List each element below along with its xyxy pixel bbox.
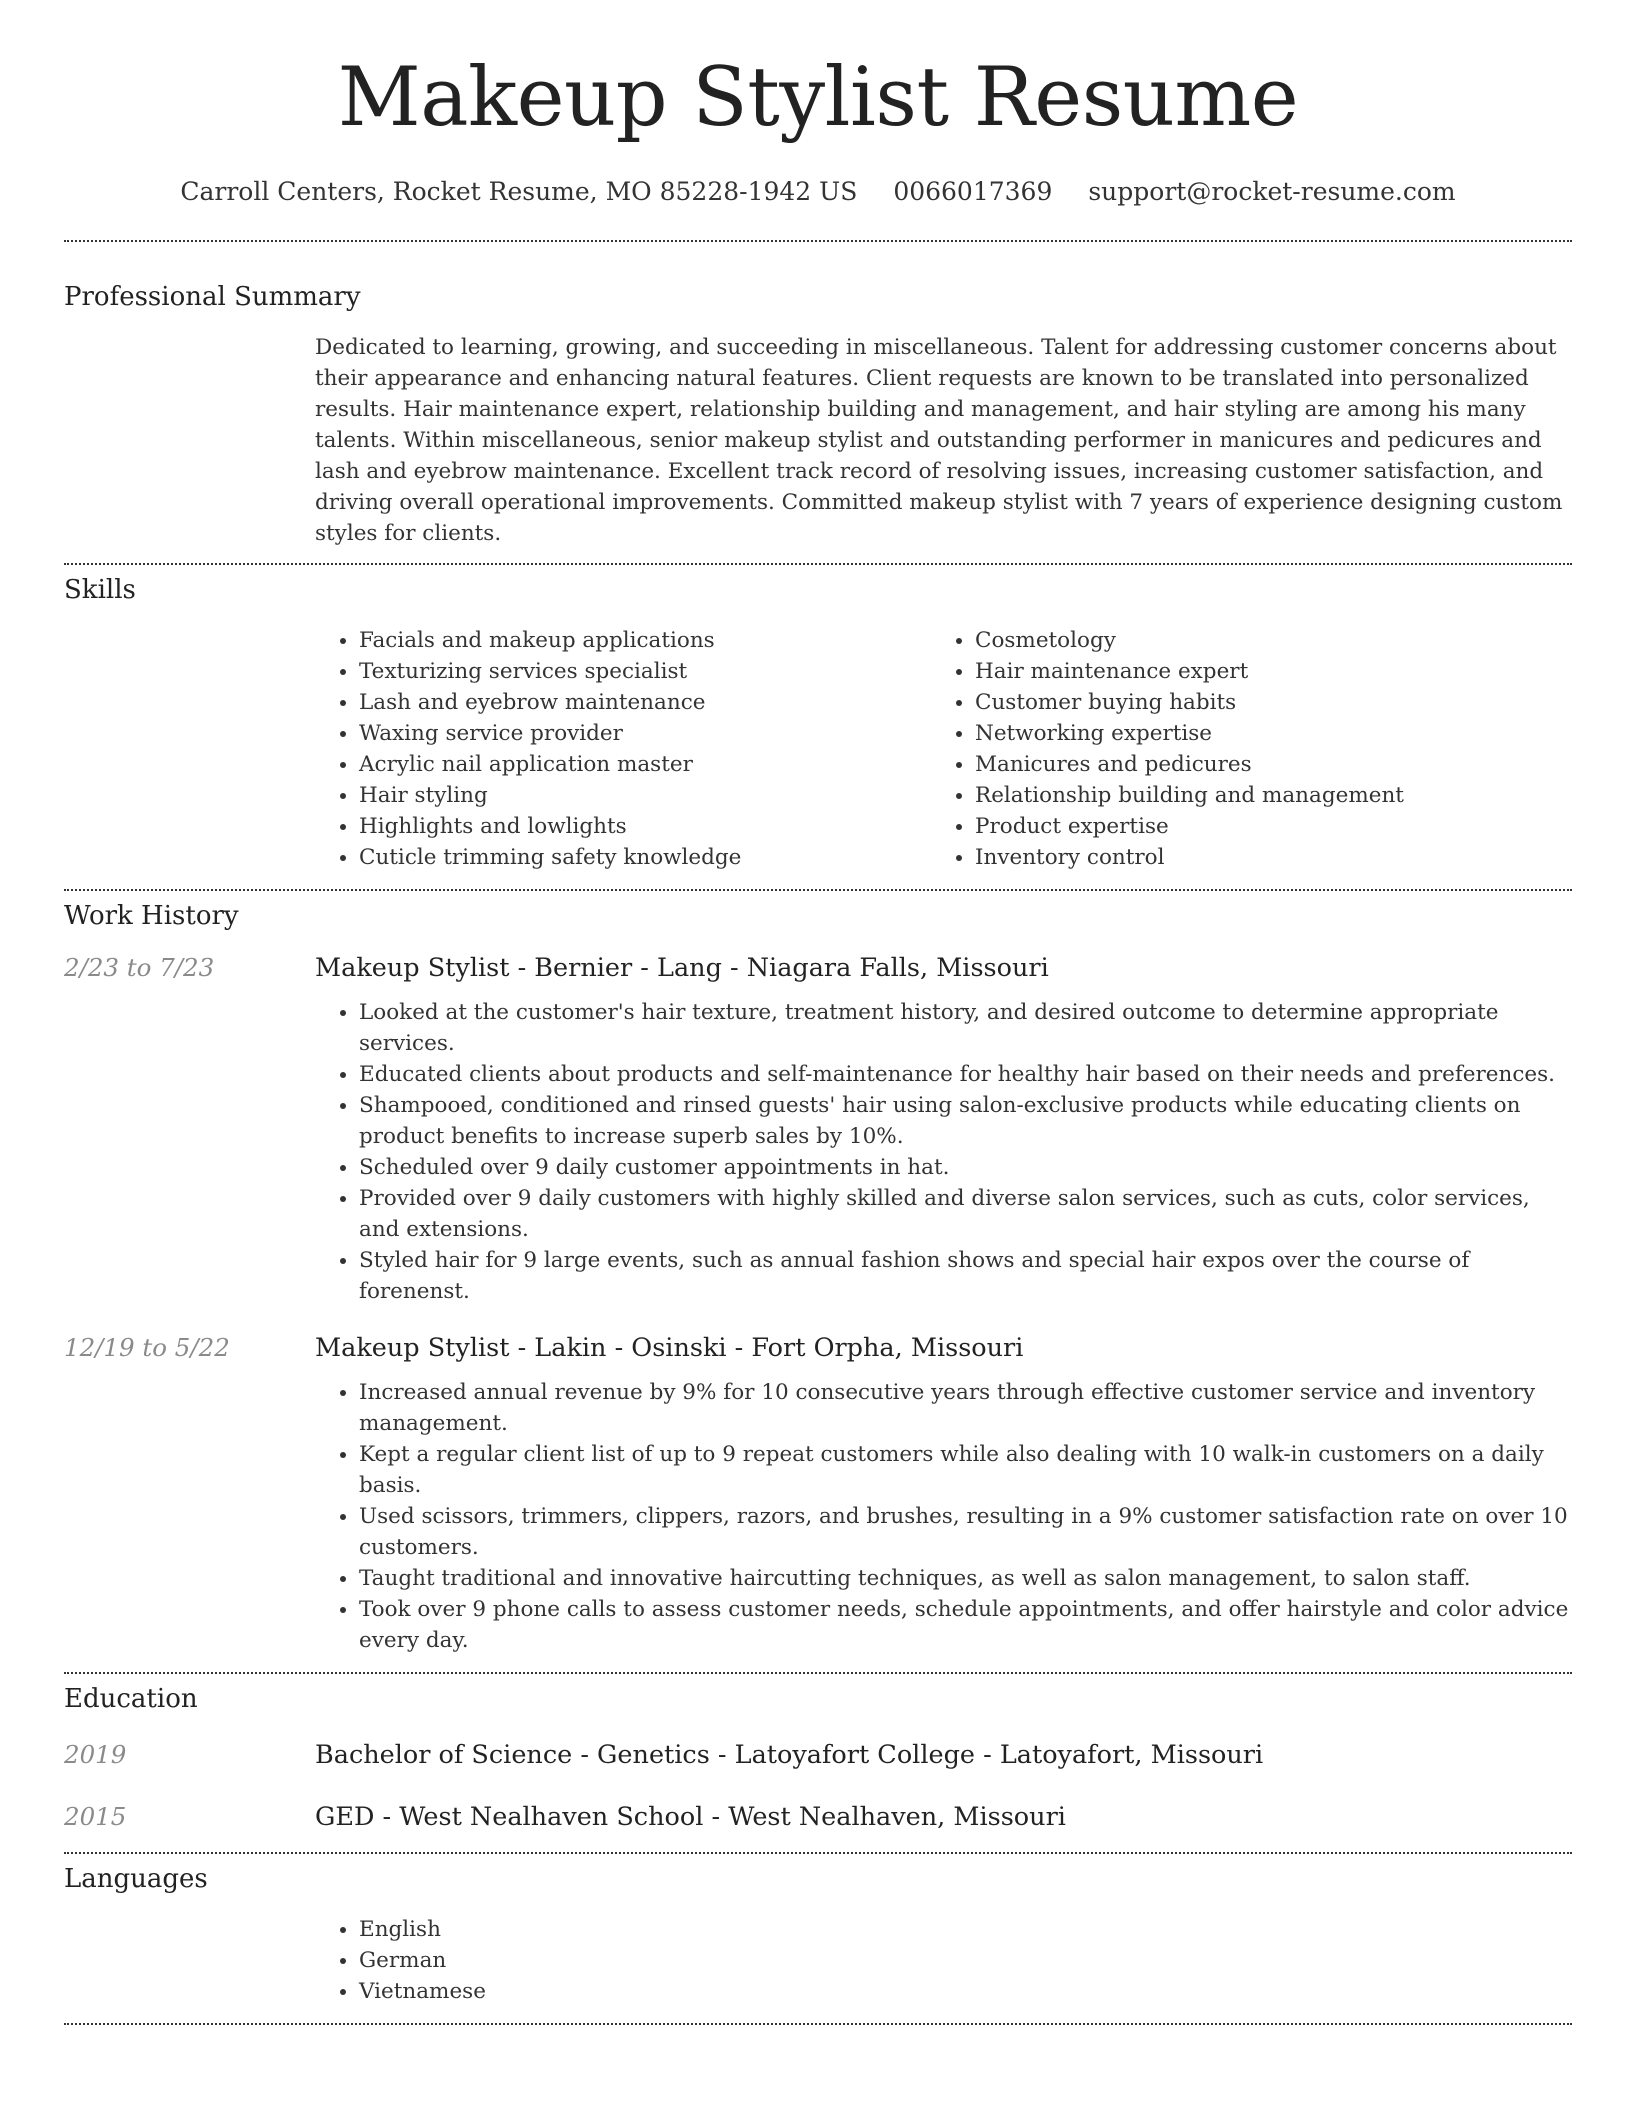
resume-page bbox=[64, 0, 1572, 2025]
job-bullet: • Looked at the customer's hair texture, treatment history, and desired outcome to determine appropriate services. bbox=[359, 997, 1572, 1059]
section-title-work: Work History bbox=[64, 901, 239, 931]
divider bbox=[64, 889, 1572, 891]
education-entry bbox=[64, 1802, 1572, 1832]
summary-text: Dedicated to learning, growing, and succeeding in miscellaneous. Talent for addressing customer concerns about their appearance and enhancing natural features. Client requests are known to be translated into personalized results. Hair maintenance expert, relationship building and management, and hair styling are among his many talents. Within miscellaneous, senior makeup stylist and outstanding performer in manicures and pedicures and lash and eyebrow maintenance. Excellent track record of resolving issues, increasing customer satisfaction, and driving overall operational improvements. Committed makeup stylist with 7 years of experience designing custom styles for clients. bbox=[315, 335, 1563, 546]
job-header bbox=[64, 1333, 1572, 1363]
languages-list bbox=[315, 1914, 1572, 2007]
skills-column-left bbox=[315, 625, 931, 873]
skill-item: • Lash and eyebrow maintenance bbox=[359, 687, 931, 718]
education-title: GED - West Nealhaven School - West Nealhaven, Missouri bbox=[315, 1802, 1066, 1832]
job-date: 12/19 to 5/22 bbox=[64, 1333, 230, 1362]
job-bullet: • Scheduled over 9 daily customer appointments in hat. bbox=[359, 1152, 1572, 1183]
contact-phone: 0066017369 bbox=[893, 177, 1053, 206]
job-bullet: • Used scissors, trimmers, clippers, razors, and brushes, resulting in a 9% customer satisfaction rate on over 10 customers. bbox=[359, 1501, 1572, 1563]
section-title-languages: Languages bbox=[64, 1864, 208, 1894]
page-title: Makeup Stylist Resume bbox=[337, 51, 1299, 145]
job-bullet: • Educated clients about products and self-maintenance for healthy hair based on their needs and preferences. bbox=[359, 1059, 1572, 1090]
skill-item: • Texturizing services specialist bbox=[359, 656, 931, 687]
education-entry bbox=[64, 1740, 1572, 1770]
skill-item: • Acrylic nail application master bbox=[359, 749, 931, 780]
skill-item: • Cuticle trimming safety knowledge bbox=[359, 842, 931, 873]
job-date: 2/23 to 7/23 bbox=[64, 953, 215, 982]
skill-item: • Facials and makeup applications bbox=[359, 625, 931, 656]
job-bullet: • Shampooed, conditioned and rinsed guests' hair using salon-exclusive products while educating clients on product benefits to increase superb sales by 10%. bbox=[359, 1090, 1572, 1152]
job-bullets bbox=[315, 997, 1572, 1307]
skill-item: • Highlights and lowlights bbox=[359, 811, 931, 842]
job-entry bbox=[64, 1333, 1572, 1656]
skill-item: • Manicures and pedicures bbox=[975, 749, 1547, 780]
contact-email: support@rocket-resume.com bbox=[1088, 177, 1456, 206]
section-title-summary: Professional Summary bbox=[64, 282, 361, 312]
job-header bbox=[64, 953, 1572, 983]
divider bbox=[64, 1852, 1572, 1854]
skill-item: • Hair maintenance expert bbox=[975, 656, 1547, 687]
language-item: • Vietnamese bbox=[359, 1976, 1572, 2007]
skill-item: • Hair styling bbox=[359, 780, 931, 811]
contact-line bbox=[64, 177, 1572, 206]
job-bullet: • Took over 9 phone calls to assess customer needs, schedule appointments, and offer hairstyle and color advice every day. bbox=[359, 1594, 1572, 1656]
section-title-education: Education bbox=[64, 1684, 198, 1714]
job-bullet: • Styled hair for 9 large events, such as annual fashion shows and special hair expos over the course of forenenst. bbox=[359, 1245, 1572, 1307]
job-bullet: • Provided over 9 daily customers with highly skilled and diverse salon services, such as cuts, color services, and extensions. bbox=[359, 1183, 1572, 1245]
skills-list-left bbox=[315, 625, 931, 873]
language-item: • English bbox=[359, 1914, 1572, 1945]
skill-item: • Product expertise bbox=[975, 811, 1547, 842]
job-title: Makeup Stylist - Lakin - Osinski - Fort Orpha, Missouri bbox=[315, 1333, 1024, 1363]
education-date: 2015 bbox=[64, 1802, 127, 1831]
skills-column-right bbox=[931, 625, 1547, 873]
education-title: Bachelor of Science - Genetics - Latoyafort College - Latoyafort, Missouri bbox=[315, 1740, 1264, 1770]
job-bullets bbox=[315, 1377, 1572, 1656]
skill-item: • Inventory control bbox=[975, 842, 1547, 873]
section-title-skills: Skills bbox=[64, 575, 136, 605]
skills-list-right bbox=[931, 625, 1547, 873]
divider bbox=[64, 1672, 1572, 1674]
skill-item: • Cosmetology bbox=[975, 625, 1547, 656]
job-bullet: • Increased annual revenue by 9% for 10 consecutive years through effective customer service and inventory management. bbox=[359, 1377, 1572, 1439]
job-bullet: • Taught traditional and innovative haircutting techniques, as well as salon management, to salon staff. bbox=[359, 1563, 1572, 1594]
divider bbox=[64, 563, 1572, 565]
contact-address: Carroll Centers, Rocket Resume, MO 85228-1942 US bbox=[180, 177, 858, 206]
summary-block bbox=[315, 332, 1572, 549]
skill-item: • Relationship building and management bbox=[975, 780, 1547, 811]
divider bbox=[64, 240, 1572, 242]
skills-grid bbox=[315, 625, 1572, 873]
education-date: 2019 bbox=[64, 1740, 127, 1769]
language-item: • German bbox=[359, 1945, 1572, 1976]
job-entry bbox=[64, 953, 1572, 1307]
skill-item: • Waxing service provider bbox=[359, 718, 931, 749]
skill-item: • Networking expertise bbox=[975, 718, 1547, 749]
job-title: Makeup Stylist - Bernier - Lang - Niagara Falls, Missouri bbox=[315, 953, 1049, 983]
divider bbox=[64, 2023, 1572, 2025]
skill-item: • Customer buying habits bbox=[975, 687, 1547, 718]
job-bullet: • Kept a regular client list of up to 9 repeat customers while also dealing with 10 walk-in customers on a daily basis. bbox=[359, 1439, 1572, 1501]
